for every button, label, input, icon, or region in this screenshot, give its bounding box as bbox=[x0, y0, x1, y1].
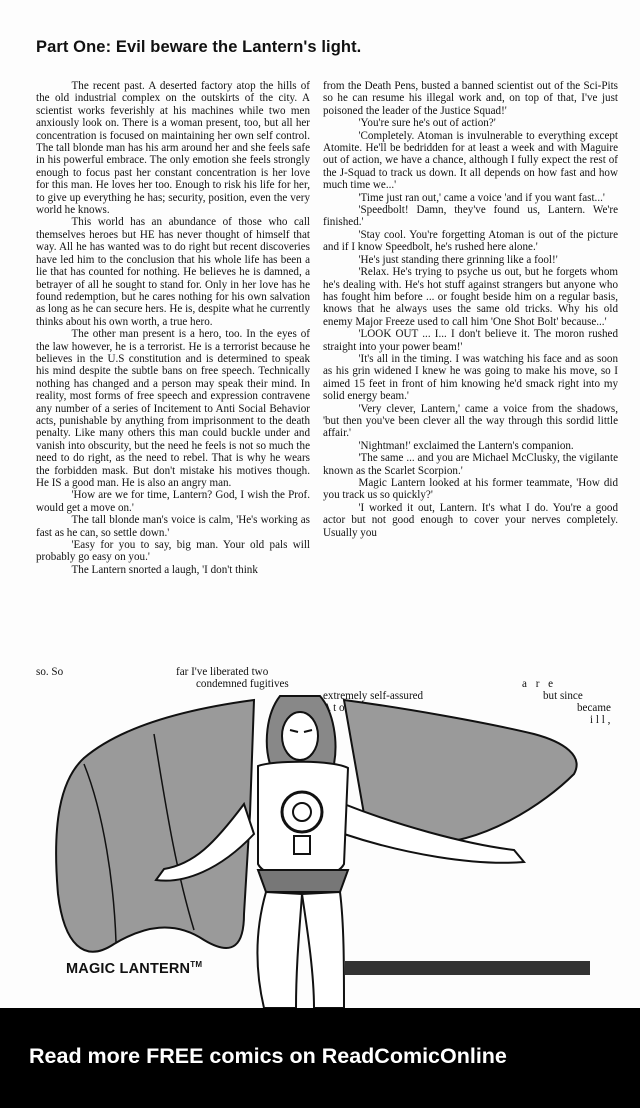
paragraph: 'Easy for you to say, big man. Your old pals will probably go easy on you.' bbox=[36, 539, 310, 564]
paragraph: 'It's all in the timing. I was watching his face and as soon as his grin widened I knew he was going to make his move, so I aimed 15 feet in front of him knowing he'd smack right into my solid energy beam.' bbox=[323, 352, 618, 403]
text-wrap-fragment: so. So bbox=[36, 666, 64, 678]
text-wrap-fragment: condemned fugitives bbox=[196, 678, 289, 690]
text-column-left bbox=[36, 80, 310, 576]
paragraph: 'LOOK OUT ... I... I don't believe it. The moron rushed straight into your power beam!' bbox=[323, 328, 618, 353]
paragraph: 'Stay cool. You're forgetting Atoman is out of the picture and if I know Speedbolt, he's rushed here alone.' bbox=[323, 228, 618, 254]
paragraph: 'Time just ran out,' came a voice 'and if you want fast...' bbox=[358, 191, 605, 204]
paragraph: The recent past. A deserted factory atop the hills of the old industrial complex on the outskirts of the city. A scientist works feverishly at his machines while two men anxiously look on. There is a woman present, too, but all her concentration is focused on maintaining her own self control. The tall blonde man has his arm around her and she feels safe in his powerful embrace. The only emotion she feels strongly enough to focus past her constant concentration is her love for this man. He loves her too. Enough to risk his life for her, to give up everything he has; security, position, even the very world he knows. bbox=[36, 80, 310, 217]
magic-lantern-logo bbox=[66, 960, 202, 977]
paragraph: 'I worked it out, Lantern. It's what I do. You're a good actor but not good enough to cover your nerves completely. Usually you bbox=[323, 501, 618, 539]
paragraph: Magic Lantern looked at his former teammate, 'How did you track us so quickly?' bbox=[323, 477, 618, 502]
text-wrap-fragment: a r e bbox=[522, 678, 557, 690]
text-wrap-fragment: became bbox=[577, 702, 611, 714]
logo-text: MAGIC LANTERN bbox=[66, 960, 191, 977]
text-column-right bbox=[323, 80, 618, 539]
paragraph: 'Speedbolt! Damn, they've found us, Lantern. We're finished.' bbox=[323, 204, 618, 229]
text-wrap-fragment: i l l , bbox=[590, 714, 611, 726]
paragraph: 'Relax. He's trying to psyche us out, but he forgets whom he's dealing with. He's hot stuff against strangers but anyone who has fought him before ... or fought beside him on a regular basis, knows that he always uses the same old tricks. Why his old enemy Major Freeze used to call him 'One Shot Bolt' because...' bbox=[323, 266, 618, 328]
paragraph: 'Completely. Atoman is invulnerable to everything except Atomite. He'll be bedridden for at least a week and with Maguire out of action, we have a chance, although I fully expect the rest of the J-Squad to track us down. It all depends on how fast and how much time we...' bbox=[323, 129, 618, 192]
paragraph: 'You're sure he's out of action?' bbox=[358, 117, 496, 130]
paragraph: 'Very clever, Lantern,' came a voice from the shadows, 'but then you've been clever all the way through this sordid little affair.' bbox=[323, 402, 618, 440]
paragraph: 'He's just standing there grinning like a fool!' bbox=[358, 253, 558, 266]
head bbox=[282, 712, 318, 760]
text-wrap-fragment: t o bbox=[333, 702, 345, 714]
text-wrap-fragment: extremely self-assured bbox=[323, 690, 424, 702]
paragraph: 'Nightman!' exclaimed the Lantern's companion. bbox=[358, 439, 574, 452]
text-wrap-fragment: far I've liberated two bbox=[176, 666, 269, 678]
paragraph: 'The same ... and you are Michael McClusky, the vigilante known as the Scarlet Scorpion.' bbox=[323, 452, 618, 477]
lantern-emblem-icon bbox=[282, 792, 322, 832]
decorative-bar bbox=[345, 961, 590, 975]
paragraph: from the Death Pens, busted a banned scientist out of the Sci-Pits so he can resume his illegal work and, on top of that, I've just poisoned the leader of the Justice Squad!' bbox=[323, 80, 618, 117]
paragraph: The other man present is a hero, too. In the eyes of the law however, he is a terrorist. He is a terrorist because he believes in the U.S constitution and is determined to speak his mind despite the subtle bans on free speech. Technically nothing has changed and a person may speak their mind. In reality, most forms of free speech and expression contravene any number of a series of Incitement to Anti Social Behavior acts, punishable by anything from imprisonment to the death penalty. Like many others this man could buckle under and vanish into obscurity, but the need he feels is not so much the need to do right, as the need to rebel. That is why he wears the forbidden mask. But don't mistake his motives though. He IS a good man. He is also an angry man. bbox=[36, 328, 310, 489]
promo-footer-link[interactable]: Read more FREE comics on ReadComicOnline bbox=[29, 1044, 507, 1068]
paragraph: The tall blonde man's voice is calm, 'He's working as fast as he can, so settle down.' bbox=[36, 514, 310, 539]
paragraph: This world has an abundance of those who call themselves heroes but HE has never thought of himself that way. All he has wanted was to do right but recent discoveries have led him to the conclusion that his whole life has been a lie that has counted for nothing. He believes he is damned, a betrayer of all he sought to stand for. Only in her love has he found redemption, but he cares nothing for his own salvation as long as he can secure hers. He is, despite what he currently thinks about his own worth, a true hero. bbox=[36, 216, 310, 328]
paragraph: The Lantern snorted a laugh, 'I don't think bbox=[71, 563, 258, 576]
text-wrap-fragment: but since bbox=[543, 690, 583, 702]
page-title: Part One: Evil beware the Lantern's light. bbox=[36, 38, 362, 56]
paragraph: 'How are we for time, Lantern? God, I wish the Prof. would get a move on.' bbox=[36, 489, 310, 514]
trademark-mark: TM bbox=[190, 960, 203, 969]
legs bbox=[258, 892, 303, 1008]
